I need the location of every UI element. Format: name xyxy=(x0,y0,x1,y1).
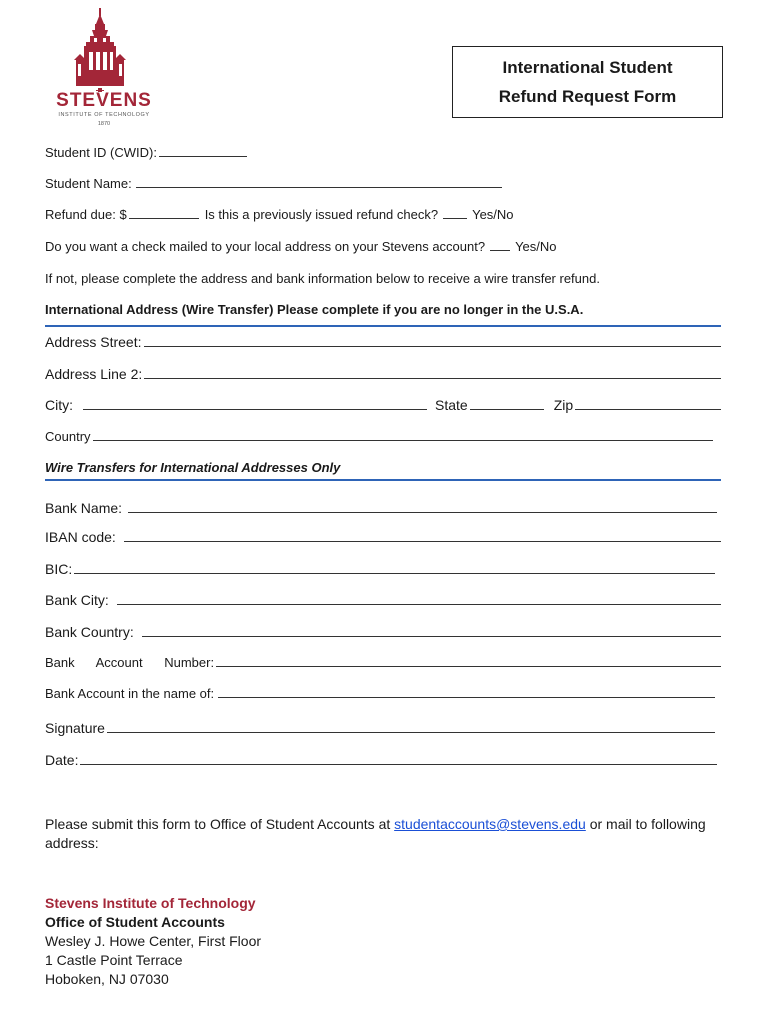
date-row xyxy=(45,752,717,768)
address-building: Wesley J. Howe Center, First Floor xyxy=(45,933,262,949)
instruction-text xyxy=(45,271,600,286)
city-label: City: xyxy=(45,397,73,413)
zip-field[interactable] xyxy=(575,408,721,410)
city-field[interactable] xyxy=(83,408,427,410)
date-field[interactable] xyxy=(80,763,717,765)
logo-wordmark: STEVENS xyxy=(56,90,152,111)
refund-due-field[interactable] xyxy=(129,217,199,219)
student-name-label: Student Name: xyxy=(45,176,132,191)
signature-row xyxy=(45,720,715,736)
mail-question-options: Yes/No xyxy=(515,239,557,254)
student-id-field[interactable] xyxy=(159,155,247,157)
mailing-address xyxy=(45,894,261,989)
section-divider xyxy=(45,479,721,481)
submit-suffix: or mail to following xyxy=(589,816,706,832)
account-number-label: Bank Account Number: xyxy=(45,655,215,670)
date-label: Date: xyxy=(45,752,79,768)
logo-subtitle: INSTITUTE OF TECHNOLOGY xyxy=(58,112,150,118)
logo-year: 1870 xyxy=(97,121,111,127)
wire-section-heading-text: Wire Transfers for International Addresses Only xyxy=(45,460,341,475)
bank-country-row xyxy=(45,624,721,640)
account-number-field[interactable] xyxy=(216,665,721,667)
wire-section-heading xyxy=(45,460,340,475)
iban-field[interactable] xyxy=(124,540,721,542)
email-link[interactable]: studentaccounts@stevens.edu xyxy=(394,816,586,832)
bic-field[interactable] xyxy=(74,572,715,574)
refund-check-question: Is this a previously issued refund check? xyxy=(204,207,439,222)
account-name-label: Bank Account in the name of: xyxy=(45,686,215,701)
bank-city-row xyxy=(45,592,721,608)
address-section-heading-text: International Address (Wire Transfer) Please complete if you are no longer in the U.S.A. xyxy=(45,302,584,317)
city-state-zip-row xyxy=(45,397,721,413)
mail-question-label: Do you want a check mailed to your local address on your Stevens account? xyxy=(45,239,486,254)
refund-due-label: Refund due: $ xyxy=(45,207,127,222)
bank-country-label: Bank Country: xyxy=(45,624,134,640)
iban-row xyxy=(45,529,721,545)
mail-question-row xyxy=(45,239,557,254)
country-row xyxy=(45,429,713,444)
bank-city-field[interactable] xyxy=(117,603,721,605)
bank-name-field[interactable] xyxy=(128,511,717,513)
submit-instructions xyxy=(45,815,725,853)
bank-name-row xyxy=(45,500,717,516)
account-name-field[interactable] xyxy=(218,696,715,698)
address-line2-row xyxy=(45,366,721,382)
state-field[interactable] xyxy=(470,408,544,410)
org-name: Stevens Institute of Technology xyxy=(45,895,256,911)
account-number-row xyxy=(45,655,721,670)
section-divider xyxy=(45,325,721,327)
address-street: 1 Castle Point Terrace xyxy=(45,952,183,968)
bank-country-field[interactable] xyxy=(142,635,721,637)
zip-label: Zip xyxy=(553,397,574,413)
address-line2-label: Address Line 2: xyxy=(45,366,143,382)
student-id-row xyxy=(45,145,249,160)
state-label: State xyxy=(435,397,468,413)
bank-city-label: Bank City: xyxy=(45,592,109,608)
student-name-row xyxy=(45,176,504,191)
submit-line2: address: xyxy=(45,835,99,851)
refund-check-options: Yes/No xyxy=(472,207,514,222)
address-street-row xyxy=(45,334,721,350)
signature-field[interactable] xyxy=(107,731,715,733)
account-name-row xyxy=(45,686,715,701)
refund-due-row xyxy=(45,207,514,222)
bic-row xyxy=(45,561,715,577)
address-city: Hoboken, NJ 07030 xyxy=(45,971,169,987)
instruction-label: If not, please complete the address and bank information below to receive a wire transfer refund. xyxy=(45,271,600,286)
student-id-label: Student ID (CWID): xyxy=(45,145,157,160)
stevens-logo xyxy=(52,6,156,130)
iban-label: IBAN code: xyxy=(45,529,116,545)
submit-prefix: Please submit this form to Office of Student Accounts at xyxy=(45,816,391,832)
address-section-heading xyxy=(45,302,583,317)
address-street-label: Address Street: xyxy=(45,334,142,350)
mail-question-field[interactable] xyxy=(490,249,510,251)
student-name-field[interactable] xyxy=(136,186,502,188)
signature-label: Signature xyxy=(45,720,105,736)
bic-label: BIC: xyxy=(45,561,73,577)
form-title-box xyxy=(452,46,723,118)
bank-name-label: Bank Name: xyxy=(45,500,123,516)
address-line2-field[interactable] xyxy=(144,377,721,379)
office-name: Office of Student Accounts xyxy=(45,914,225,930)
country-label: Country xyxy=(45,429,91,444)
address-street-field[interactable] xyxy=(144,345,722,347)
refund-check-field[interactable] xyxy=(443,217,467,219)
country-field[interactable] xyxy=(93,439,713,441)
form-title-line2: Refund Request Form xyxy=(498,87,677,106)
form-title-line1: International Student xyxy=(502,58,673,77)
